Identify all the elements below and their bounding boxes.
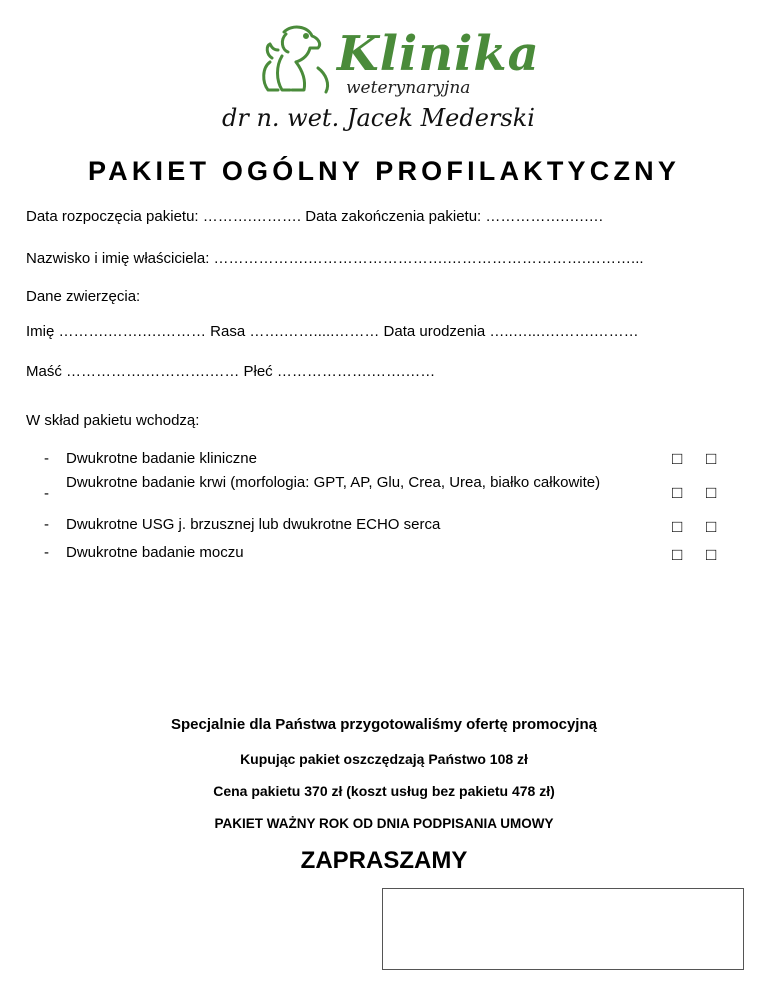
signature-box[interactable] <box>382 888 744 970</box>
owner-name-field: Nazwisko i imię właściciela: ……………….……………………….……………………….………... <box>26 250 644 267</box>
checkbox[interactable]: □ <box>706 517 717 536</box>
offer-price: Cena pakietu 370 zł (koszt usług bez pakietu 478 zł) <box>213 783 555 799</box>
package-contents-heading: W skład pakietu wchodzą: <box>26 412 200 429</box>
checkbox[interactable]: □ <box>672 517 683 536</box>
list-item-text: Dwukrotne badanie moczu <box>66 544 244 561</box>
list-item <box>26 516 736 534</box>
logo-title: Klinika <box>337 26 540 82</box>
list-item-text: Dwukrotne badanie kliniczne <box>66 450 257 467</box>
list-dash: - <box>44 450 49 467</box>
checkbox[interactable]: □ <box>672 449 683 468</box>
logo-subtitle: weterynaryjna <box>346 78 471 98</box>
color-sex-field: Maść …………….………….…… Płeć ……………….…….…… <box>26 363 436 380</box>
closing-text: ZAPRASZAMY <box>300 847 468 874</box>
checkbox[interactable]: □ <box>706 483 717 502</box>
checkbox[interactable]: □ <box>672 483 683 502</box>
offer-validity: PAKIET WAŻNY ROK OD DNIA PODPISANIA UMOWY <box>214 816 554 831</box>
offer-line-1: Specjalnie dla Państwa przygotowaliśmy ofertę promocyjną <box>171 716 597 733</box>
clinic-logo <box>0 18 768 146</box>
list-dash: - <box>44 544 49 561</box>
offer-line-2: Kupując pakiet oszczędzają Państwo 108 zł <box>240 751 528 767</box>
list-dash: - <box>44 516 49 533</box>
animal-data-heading: Dane zwierzęcia: <box>26 288 141 305</box>
list-item-text: Dwukrotne USG j. brzusznej lub dwukrotne ECHO serca <box>66 516 441 533</box>
list-item <box>26 450 736 468</box>
checkbox[interactable]: □ <box>706 545 717 564</box>
list-dash: - <box>44 485 49 502</box>
list-item <box>26 544 736 562</box>
logo-doctor-name: dr n. wet. Jacek Mederski <box>222 104 535 132</box>
list-item-text: Dwukrotne badanie krwi (morfologia: GPT, AP, Glu, Crea, Urea, białko całkowite) <box>66 474 601 491</box>
animal-details-field: Imię ……….…….….……… Rasa …….…….....……… Data urodzenia …..…...….…….……… <box>26 323 639 340</box>
package-dates-field: Data rozpoczęcia pakietu: ……….………. Data zakończenia pakietu: …………….….…. <box>26 208 603 225</box>
page-title: PAKIET OGÓLNY PROFILAKTYCZNY <box>87 156 681 186</box>
checkbox[interactable]: □ <box>672 545 683 564</box>
dog-and-cat-icon <box>222 18 342 98</box>
list-item <box>26 474 736 510</box>
checkbox[interactable]: □ <box>706 449 717 468</box>
